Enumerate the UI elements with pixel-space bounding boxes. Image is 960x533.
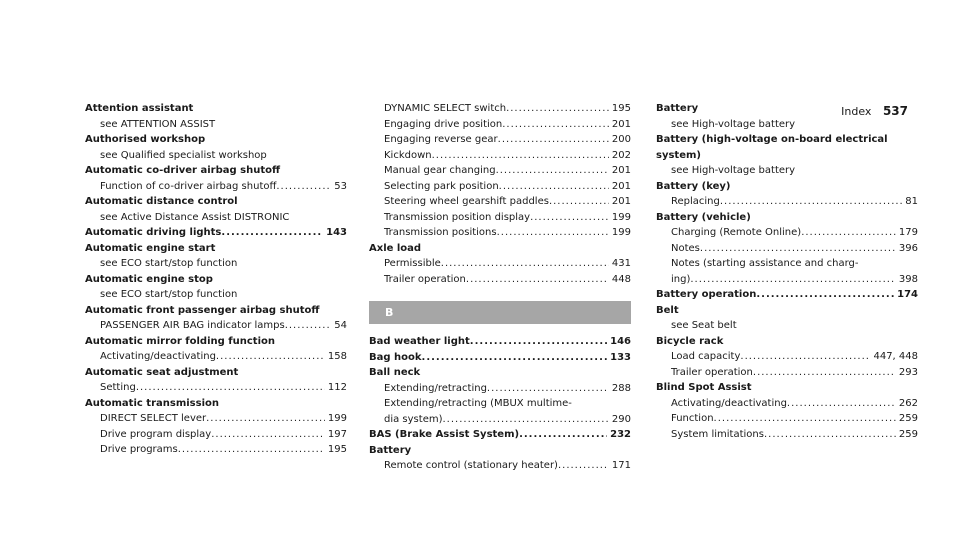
leader-dots	[787, 396, 896, 412]
entry-subitem-text: Drive program display	[100, 428, 212, 440]
entry-heading-page[interactable]: 133	[610, 351, 631, 363]
entry-heading	[85, 272, 347, 288]
entry-subitem	[85, 210, 347, 226]
entry-heading-text: Belt	[656, 304, 679, 316]
leader-dots	[720, 194, 902, 210]
entry-subitem	[369, 101, 631, 117]
entry-subitem-page[interactable]: 398	[898, 273, 918, 285]
leader-dots	[211, 427, 325, 443]
entry-heading-text: Ball neck	[369, 367, 421, 378]
entry-subitem-page[interactable]: 396	[898, 242, 918, 254]
entry-subitem-text: Manual gear changing	[384, 165, 496, 176]
entry-subitem-page[interactable]: 431	[611, 258, 631, 269]
entry-heading-text: BAS (Brake Assist System)	[369, 429, 520, 440]
entry-heading-text: Bad weather light	[369, 336, 470, 347]
entry-subitem-text: Extending/retracting	[384, 382, 487, 394]
entry-heading	[656, 287, 918, 303]
entry-subitem-page[interactable]: 448	[611, 273, 631, 285]
entry-heading	[85, 396, 347, 412]
entry-subitem-page[interactable]: 199	[611, 227, 631, 238]
leader-dots	[422, 350, 608, 366]
entry-subitem	[85, 148, 347, 164]
entry-heading	[369, 443, 631, 459]
entry-subitem-text: Steering wheel gearshift paddles	[384, 196, 549, 207]
entry-heading	[85, 225, 347, 241]
index-entry	[369, 365, 631, 427]
entry-heading-text: Authorised workshop	[85, 134, 206, 145]
entry-subitem-page[interactable]: 259	[898, 428, 918, 440]
entry-subitem-text: Charging (Remote Online)	[671, 227, 802, 238]
entry-subitem	[656, 272, 918, 288]
leader-dots	[432, 148, 609, 164]
index-entry	[369, 350, 631, 366]
leader-dots	[443, 412, 609, 428]
entry-heading	[85, 334, 347, 350]
entry-subitem-page[interactable]: 54	[334, 320, 347, 331]
entry-subitem	[85, 427, 347, 443]
index-entry	[656, 303, 918, 334]
index-entry	[656, 101, 918, 132]
leader-dots	[136, 380, 325, 396]
index-column-2	[369, 101, 631, 474]
entry-subitem-text: PASSENGER AIR BAG indicator lamps	[100, 320, 285, 331]
leader-dots	[700, 241, 896, 257]
entry-subitem	[85, 411, 347, 427]
leader-dots	[502, 117, 609, 133]
entry-subitem	[656, 365, 918, 381]
entry-subitem-page[interactable]: 112	[327, 382, 347, 393]
entry-subitem-page[interactable]: 197	[327, 428, 347, 440]
entry-subitem-page[interactable]: 81	[905, 196, 918, 207]
leader-dots	[178, 442, 325, 458]
entry-subitem-page[interactable]: 199	[327, 413, 347, 424]
entry-subitem-page[interactable]: 201	[611, 180, 631, 192]
entry-subitem-text: see Seat belt	[671, 320, 737, 331]
leader-dots	[740, 349, 870, 365]
entry-subitem-text: see ECO start/stop function	[100, 258, 238, 269]
leader-dots	[470, 334, 607, 350]
entry-heading	[85, 241, 347, 257]
entry-subitem-text: Function	[671, 413, 714, 424]
leader-dots	[498, 132, 609, 148]
entry-heading-page[interactable]: 146	[610, 336, 631, 347]
entry-subitem	[656, 225, 918, 241]
entry-subitem-text: Remote control (stationary heater)	[384, 460, 558, 471]
index-entry	[369, 101, 631, 241]
entry-heading	[369, 365, 631, 381]
entry-subitem	[369, 256, 631, 272]
entry-subitem-page[interactable]: 171	[611, 460, 631, 471]
entry-heading	[656, 303, 918, 319]
entry-subitem-text: Notes	[671, 242, 700, 254]
index-entry	[85, 272, 347, 303]
page-number: 537	[882, 104, 908, 118]
entry-heading-text: Blind Spot Assist	[656, 382, 752, 393]
entry-subitem	[369, 117, 631, 133]
entry-heading	[656, 148, 918, 164]
entry-subitem	[85, 442, 347, 458]
leader-dots	[519, 427, 607, 443]
entry-heading	[85, 365, 347, 381]
entry-subitem	[656, 396, 918, 412]
entry-subitem-page[interactable]: 293	[898, 366, 918, 378]
leader-dots	[497, 225, 609, 241]
entry-subitem-text: Trailer operation	[671, 366, 753, 378]
entry-subitem-text: Engaging reverse gear	[384, 134, 498, 145]
entry-heading	[656, 334, 918, 350]
entry-subitem	[85, 117, 347, 133]
entry-subitem-page[interactable]: 262	[898, 397, 918, 409]
entry-subitem	[369, 132, 631, 148]
entry-heading-text: Automatic co-driver airbag shutoff	[85, 165, 281, 176]
leader-dots	[690, 272, 896, 288]
leader-dots	[285, 318, 332, 334]
entry-heading-page[interactable]: 143	[326, 227, 347, 238]
entry-heading-text: Battery	[369, 444, 412, 456]
index-entry	[369, 241, 631, 288]
entry-heading	[656, 179, 918, 195]
leader-dots	[499, 179, 609, 195]
leader-dots	[216, 349, 325, 365]
entry-subitem	[656, 427, 918, 443]
index-entry	[85, 303, 347, 334]
leader-dots	[276, 179, 331, 195]
entry-subitem	[85, 349, 347, 365]
section-letter-banner: B	[369, 301, 631, 324]
entry-subitem	[656, 163, 918, 179]
entry-heading-text: Battery (key)	[656, 180, 731, 192]
entry-subitem-text: dia system)	[384, 413, 443, 425]
index-entry	[656, 179, 918, 210]
leader-dots	[506, 101, 609, 117]
entry-subitem-page[interactable]: 201	[611, 165, 631, 176]
entry-heading	[85, 132, 347, 148]
entry-heading-text: Battery (vehicle)	[656, 211, 751, 223]
entry-heading-text: Attention assistant	[85, 103, 194, 114]
leader-dots	[753, 365, 896, 381]
entry-subitem-text: Load capacity	[671, 351, 741, 362]
entry-subitem	[656, 241, 918, 257]
entry-heading	[369, 334, 631, 350]
entry-heading-text: Battery operation	[656, 289, 757, 300]
leader-dots	[206, 411, 325, 427]
entry-subitem-text: Engaging drive position	[384, 118, 503, 130]
entry-subitem-text: System limitations	[671, 428, 764, 440]
entry-subitem-text: Replacing	[671, 196, 720, 207]
entry-heading	[656, 210, 918, 226]
entry-subitem-text: Kickdown	[384, 149, 432, 161]
entry-heading-text: Battery (high-voltage on-board electrical	[656, 134, 888, 145]
entry-subitem-page[interactable]: 195	[611, 103, 631, 114]
entry-heading	[369, 350, 631, 366]
index-entry	[656, 287, 918, 303]
entry-heading	[656, 132, 918, 148]
entry-subitem-text: Function of co-driver airbag shutoff	[100, 180, 277, 192]
entry-subitem	[85, 318, 347, 334]
entry-subitem	[369, 412, 631, 428]
entry-subitem	[369, 194, 631, 210]
index-entry	[369, 443, 631, 474]
leader-dots	[549, 194, 609, 210]
entry-heading-text: Automatic driving lights	[85, 227, 222, 238]
entry-subitem-page[interactable]: 202	[611, 149, 631, 161]
leader-dots	[441, 256, 609, 272]
entry-subitem-page[interactable]: 447, 448	[873, 351, 918, 362]
leader-dots	[530, 210, 609, 226]
leader-dots	[466, 272, 609, 288]
entry-subitem	[369, 458, 631, 474]
entry-heading-text: Bicycle rack	[656, 335, 724, 347]
entry-subitem-text: see High-voltage battery	[671, 165, 796, 176]
entry-heading-page[interactable]: 232	[610, 429, 631, 440]
entry-heading	[656, 380, 918, 396]
entry-subitem	[369, 272, 631, 288]
entry-subitem	[369, 163, 631, 179]
entry-subitem-page[interactable]: 199	[611, 211, 631, 223]
entry-subitem-text: Trailer operation	[384, 273, 466, 285]
index-entry	[656, 380, 918, 442]
leader-dots	[714, 411, 896, 427]
header-label: Index	[841, 105, 872, 118]
leader-dots	[756, 287, 894, 303]
index-entry	[656, 334, 918, 381]
index-entry	[85, 334, 347, 365]
index-entry	[656, 132, 918, 179]
entry-subitem	[369, 179, 631, 195]
entry-heading-text: Automatic distance control	[85, 196, 238, 207]
entry-subitem-text: ing)	[671, 273, 691, 285]
entry-subitem	[656, 318, 918, 334]
leader-dots	[801, 225, 896, 241]
entry-heading-text: Automatic seat adjustment	[85, 366, 239, 378]
entry-heading	[369, 427, 631, 443]
entry-heading-text: Automatic transmission	[85, 397, 219, 409]
entry-subitem-text: Activating/deactivating	[100, 351, 216, 362]
index-entry	[85, 101, 347, 132]
leader-dots	[496, 163, 609, 179]
entry-subitem-text: Extending/retracting (MBUX multime-	[384, 398, 572, 409]
entry-subitem-page[interactable]: 53	[334, 180, 347, 192]
leader-dots	[487, 381, 609, 397]
entry-subitem	[656, 349, 918, 365]
entry-heading	[369, 241, 631, 257]
entry-subitem	[85, 256, 347, 272]
entry-subitem	[656, 117, 918, 133]
entry-subitem-text: Transmission positions	[384, 227, 497, 238]
entry-subitem	[656, 194, 918, 210]
index-entry	[85, 225, 347, 241]
entry-subitem-text: see Active Distance Assist DISTRONIC	[100, 211, 290, 223]
entry-heading-text: Battery	[656, 103, 699, 114]
index-entry	[85, 396, 347, 458]
entry-subitem-page[interactable]: 288	[611, 382, 631, 394]
entry-heading-page[interactable]: 174	[897, 289, 918, 300]
entry-subitem-text: Permissible	[384, 258, 441, 269]
index-entry	[369, 334, 631, 350]
entry-subitem-text: Setting	[100, 382, 136, 393]
index-entry	[369, 427, 631, 443]
entry-subitem	[85, 179, 347, 195]
leader-dots	[221, 225, 323, 241]
entry-subitem	[85, 380, 347, 396]
index-entry	[85, 132, 347, 163]
entry-heading-text: Bag hook	[369, 351, 422, 363]
entry-subitem-page[interactable]: 179	[898, 227, 918, 238]
index-entry	[85, 194, 347, 225]
index-column-1	[85, 101, 347, 458]
entry-subitem-page[interactable]: 200	[611, 134, 631, 145]
entry-subitem-page[interactable]: 290	[611, 413, 631, 425]
entry-heading	[656, 101, 918, 117]
entry-subitem-page[interactable]: 195	[327, 444, 347, 455]
entry-heading	[85, 101, 347, 117]
entry-heading-text: system)	[656, 149, 701, 161]
entry-subitem-text: see ATTENTION ASSIST	[100, 118, 216, 130]
entry-subitem-text: see Qualified specialist workshop	[100, 149, 267, 161]
entry-subitem-text: see ECO start/stop function	[100, 289, 238, 300]
entry-subitem-text: DYNAMIC SELECT switch	[384, 103, 507, 114]
index-entry	[85, 241, 347, 272]
entry-heading	[85, 163, 347, 179]
index-column-3	[656, 101, 918, 442]
entry-subitem-text: Notes (starting assistance and charg-	[671, 258, 859, 269]
entry-subitem-page[interactable]: 201	[611, 118, 631, 130]
entry-subitem	[369, 225, 631, 241]
entry-heading	[85, 303, 347, 319]
entry-subitem-text: Activating/deactivating	[671, 397, 787, 409]
index-entry	[85, 163, 347, 194]
entry-heading-text: Automatic mirror folding function	[85, 335, 275, 347]
entry-subitem-text: see High-voltage battery	[671, 118, 796, 130]
entry-heading-text: Axle load	[369, 242, 422, 254]
entry-heading-text: Automatic engine start	[85, 242, 216, 254]
entry-subitem	[369, 210, 631, 226]
entry-heading-text: Automatic engine stop	[85, 273, 213, 285]
entry-subitem	[85, 287, 347, 303]
entry-subitem-page[interactable]: 158	[327, 351, 347, 362]
entry-subitem-text: DIRECT SELECT lever	[100, 413, 207, 424]
leader-dots	[764, 427, 896, 443]
index-entry	[656, 210, 918, 288]
entry-subitem-text: Drive programs	[100, 444, 178, 455]
entry-subitem-text: Selecting park position	[384, 180, 499, 192]
index-entry	[85, 365, 347, 396]
entry-subitem	[369, 148, 631, 164]
entry-subitem	[656, 256, 918, 272]
entry-subitem-page[interactable]: 259	[898, 413, 918, 424]
entry-heading-text: Automatic front passenger airbag shutoff	[85, 304, 320, 316]
entry-subitem-page[interactable]: 201	[611, 196, 631, 207]
leader-dots	[558, 458, 609, 474]
entry-subitem	[369, 381, 631, 397]
entry-subitem	[656, 411, 918, 427]
entry-subitem-text: Transmission position display	[384, 211, 531, 223]
entry-subitem	[369, 396, 631, 412]
entry-heading	[85, 194, 347, 210]
